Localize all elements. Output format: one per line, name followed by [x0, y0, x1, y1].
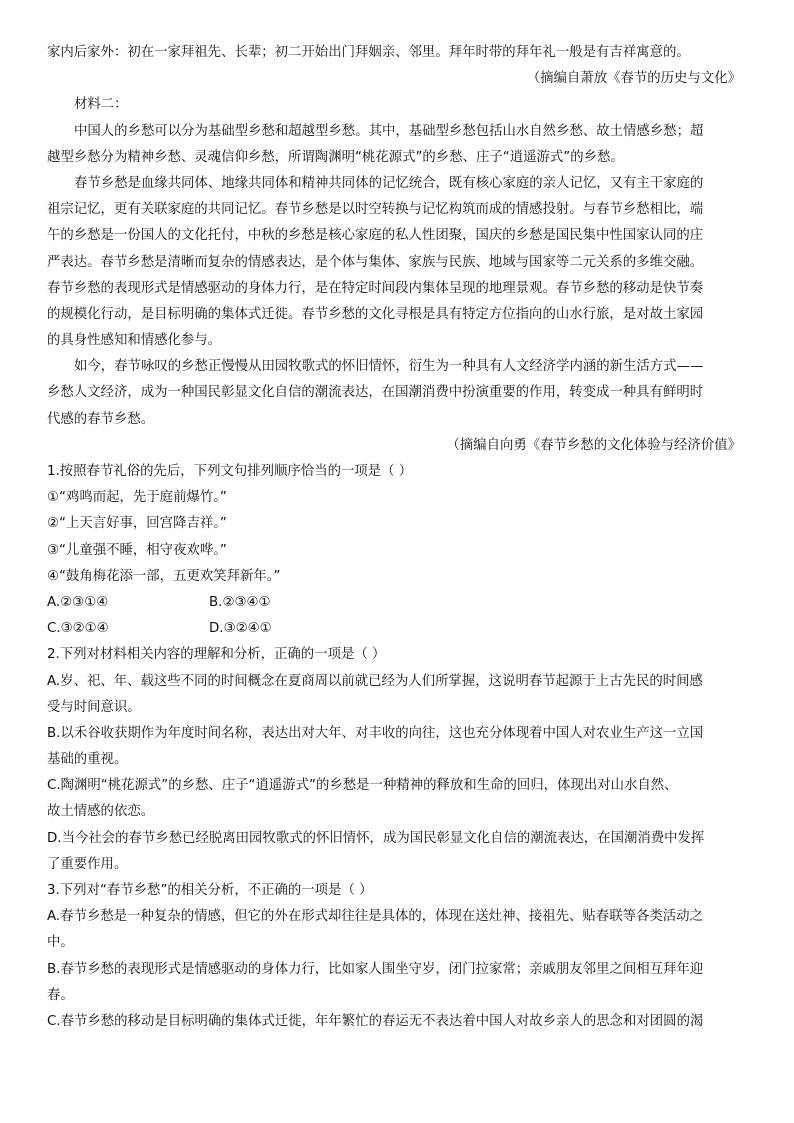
material2-p2-line: 午的乡愁是一份国人的文化托付，中秋的乡愁是核心家庭的私人性团聚，国庆的乡愁是国民集中性国家认同的庄 — [47, 228, 704, 244]
question-1-item: ①“鸡鸣而起，先于庭前爆竹。” — [47, 490, 227, 506]
material2-source: （摘编自向勇《春节乡愁的文化体验与经济价值》 — [446, 437, 741, 453]
exam-page — [47, 40, 747, 1035]
question-2-line: A.岁、祀、年、载这些不同的时间概念在夏商周以前就已经为人们所掌握，这说明春节起源于上古先民的时间感 — [47, 673, 703, 689]
question-1-item: ③“儿童强不睡，相守夜欢哗。” — [47, 542, 227, 558]
question-2-line: 了重要作用。 — [47, 856, 128, 872]
question-1-item: ②“上天言好事，回宫降吉祥。” — [47, 516, 227, 532]
material2-p3-line: 代感的春节乡愁。 — [47, 411, 155, 427]
option-d: D.③②④① — [209, 621, 272, 637]
material2-p2-line: 祖宗记忆，更有关联家庭的共同记忆。春节乡愁是以时空转换与记忆构筑而成的情感投射。与春节乡愁相比，端 — [47, 202, 704, 218]
question-3-line: A.春节乡愁是一种复杂的情感，但它的外在形式却往往是具体的，体现在送灶神、接祖先、贴春联等各类活动之 — [47, 909, 703, 925]
question-3-stem: 3.下列对“春节乡愁”的相关分析，不正确的一项是（ ） — [47, 883, 373, 898]
material2-p1-line: 中国人的乡愁可以分为基础型乡愁和超越型乡愁。其中，基础型乡愁包括山水自然乡愁、故土情感乡愁；超 — [74, 123, 704, 139]
material2-p3-line: 乡愁人文经济，成为一种国民彰显文化自信的潮流表达，在国潮消费中扮演重要的作用，转变成一种具有鲜明时 — [47, 385, 704, 401]
question-2-line: 基础的重视。 — [47, 752, 128, 768]
question-2-line: 受与时间意识。 — [47, 699, 141, 715]
material2-p1-line: 越型乡愁分为精神乡愁、灵魂信仰乡愁，所谓陶渊明“桃花源式”的乡愁、庄子“逍遥游式”的乡愁。 — [47, 149, 624, 165]
material2-p2-line: 春节乡愁是血缘共同体、地缘共同体和精神共同体的记忆统合，既有核心家庭的亲人记忆，又有主干家庭的 — [74, 175, 704, 191]
question-1-item: ④“鼓角梅花添一部，五更欢笑拜新年。” — [47, 568, 281, 584]
material2-p2-line: 的具身性感知和情感化参与。 — [47, 333, 222, 349]
material2-p2-line: 春节乡愁的表现形式是情感驱动的身体力行，是在特定时间段内集体呈现的地理景观。春节乡愁的移动是快节奏 — [47, 280, 704, 296]
option-b: B.②③④① — [209, 594, 271, 610]
question-1-options-row — [47, 590, 747, 616]
material2-p2-line: 的规模化行动，是目标明确的集体式迁徙。春节乡愁的文化寻根是具有特定方位指向的山水行旅，是对故土家园 — [47, 306, 704, 322]
material2-p3-line: 如今，春节咏叹的乡愁正慢慢从田园牧歌式的怀旧情怀，衍生为一种具有人文经济学内涵的新生活方式—— — [74, 359, 704, 375]
question-2-line: 故土情感的依恋。 — [47, 804, 155, 820]
question-2-line: C.陶渊明“桃花源式”的乡愁、庄子“逍遥游式”的乡愁是一种精神的释放和生命的回归，体现出对山水自然、 — [47, 778, 678, 794]
question-2-line: D.当今社会的春节乡愁已经脱离田园牧歌式的怀旧情怀，成为国民彰显文化自信的潮流表达，在国潮消费中发挥 — [47, 830, 705, 846]
question-2-stem: 2.下列对材料相关内容的理解和分析，正确的一项是（ ） — [47, 647, 386, 663]
question-1-options-row — [47, 616, 747, 642]
material2-heading: 材料二： — [74, 97, 128, 113]
question-3-line: C.春节乡愁的移动是目标明确的集体式迁徙，年年繁忙的春运无不表达着中国人对故乡亲人的思念和对团圆的渴 — [47, 1013, 704, 1029]
material1-tail: 家内后家外：初在一家拜祖先、长辈；初二开始出门拜姻亲、邻里。拜年时带的拜年礼一般是有吉祥寓意的。 — [47, 45, 690, 60]
question-3-line: B.春节乡愁的表现形式是情感驱动的身体力行，比如家人围坐守岁，闭门拉家常；亲戚朋友邻里之间相互拜年迎 — [47, 961, 704, 977]
option-a: A.②③①④ — [47, 594, 109, 610]
question-3-line: 中。 — [47, 935, 74, 951]
material1-source: （摘编自萧放《春节的历史与文化》 — [526, 71, 741, 87]
option-c: C.③②①④ — [47, 621, 109, 637]
question-2-line: B.以禾谷收获期作为年度时间名称，表达出对大年、对丰收的向往，这也充分体现着中国人对农业生产这一立国 — [47, 725, 704, 741]
material2-p2-line: 严表达。春节乡愁是清晰而复杂的情感表达，是个体与集体、家族与民族、地域与国家等二元关系的多维交融。 — [47, 254, 704, 270]
question-1-stem: 1.按照春节礼俗的先后，下列文句排列顺序恰当的一项是（ ） — [47, 464, 413, 479]
question-3-line: 春。 — [47, 987, 74, 1003]
